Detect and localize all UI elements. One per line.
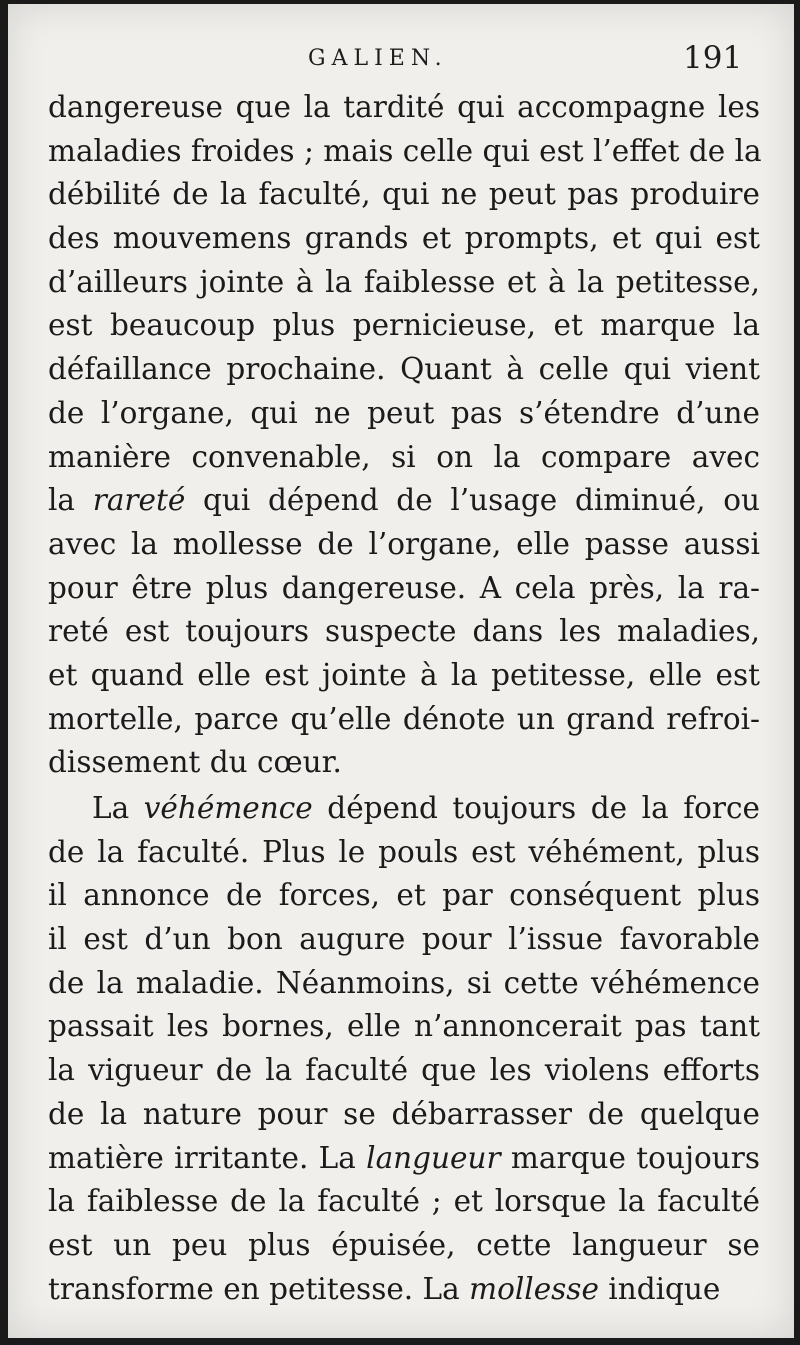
text-line: dissement du cœur. — [48, 745, 342, 780]
paragraph-2 — [48, 787, 760, 1311]
italic-term: langueur — [366, 1140, 501, 1175]
text-segment: qui dépend de l’usage diminué, ou — [185, 483, 760, 518]
text-line — [48, 787, 760, 831]
text-line: il est d’un bon augure pour l’issue favorable — [48, 922, 760, 957]
text-segment: transforme en petitesse. La — [48, 1271, 470, 1306]
text-line: d’ailleurs jointe à la faiblesse et à la petitesse, — [48, 264, 760, 299]
text-line: est beaucoup plus pernicieuse, et marque la — [48, 308, 760, 343]
text-line: mortelle, parce qu’elle dénote un grand refroi- — [48, 701, 760, 736]
text-line — [48, 1137, 760, 1181]
text-line: de l’organe, qui ne peut pas s’étendre d’une — [48, 395, 760, 430]
italic-term: véhémence — [143, 791, 313, 825]
text-line: et quand elle est jointe à la petitesse, elle est — [48, 657, 760, 692]
body-text — [48, 86, 760, 1311]
page-header — [8, 4, 794, 94]
text-line: reté est toujours suspecte dans les maladies, — [48, 614, 760, 649]
text-line: passait les bornes, elle n’annoncerait pas tant — [48, 1009, 760, 1044]
text-line: maladies froides ; mais celle qui est l’effet de la — [48, 133, 762, 168]
text-line: la faiblesse de la faculté ; et lorsque la faculté — [48, 1184, 760, 1219]
text-line: débilité de la faculté, qui ne peut pas produire — [48, 177, 760, 212]
text-line: des mouvemens grands et prompts, et qui est — [48, 221, 760, 256]
text-line: pour être plus dangereuse. A cela près, la ra- — [48, 570, 760, 605]
text-line — [48, 1268, 760, 1312]
text-segment: indique — [598, 1271, 721, 1306]
italic-term: rareté — [92, 483, 186, 518]
book-page — [8, 4, 794, 1338]
text-line: il annonce de forces, et par conséquent plus — [48, 878, 760, 913]
italic-term: mollesse — [469, 1271, 599, 1306]
text-line: de la maladie. Néanmoins, si cette véhémence — [48, 965, 760, 1000]
text-line: défaillance prochaine. Quant à celle qui vient — [48, 352, 760, 387]
text-line: manière convenable, si on la compare avec — [48, 439, 760, 474]
text-line: dangereuse que la tardité qui accompagne les — [48, 90, 760, 124]
text-segment: La — [92, 791, 144, 825]
running-title: GALIEN. — [308, 46, 448, 71]
text-line: de la faculté. Plus le pouls est véhément, plus — [48, 834, 760, 869]
text-segment: la — [48, 483, 93, 518]
text-segment: dépend toujours de la force — [312, 791, 761, 825]
page-number: 191 — [683, 40, 743, 76]
text-line — [48, 479, 760, 523]
text-line: avec la mollesse de l’organe, elle passe aussi — [48, 526, 760, 561]
text-segment: marque toujours — [500, 1140, 760, 1175]
text-line: la vigueur de la faculté que les violens efforts — [48, 1053, 760, 1088]
paragraph-1 — [48, 86, 760, 785]
text-line: est un peu plus épuisée, cette langueur se — [48, 1227, 760, 1262]
text-line: de la nature pour se débarrasser de quelque — [48, 1096, 760, 1131]
text-segment: matière irritante. La — [48, 1140, 367, 1175]
